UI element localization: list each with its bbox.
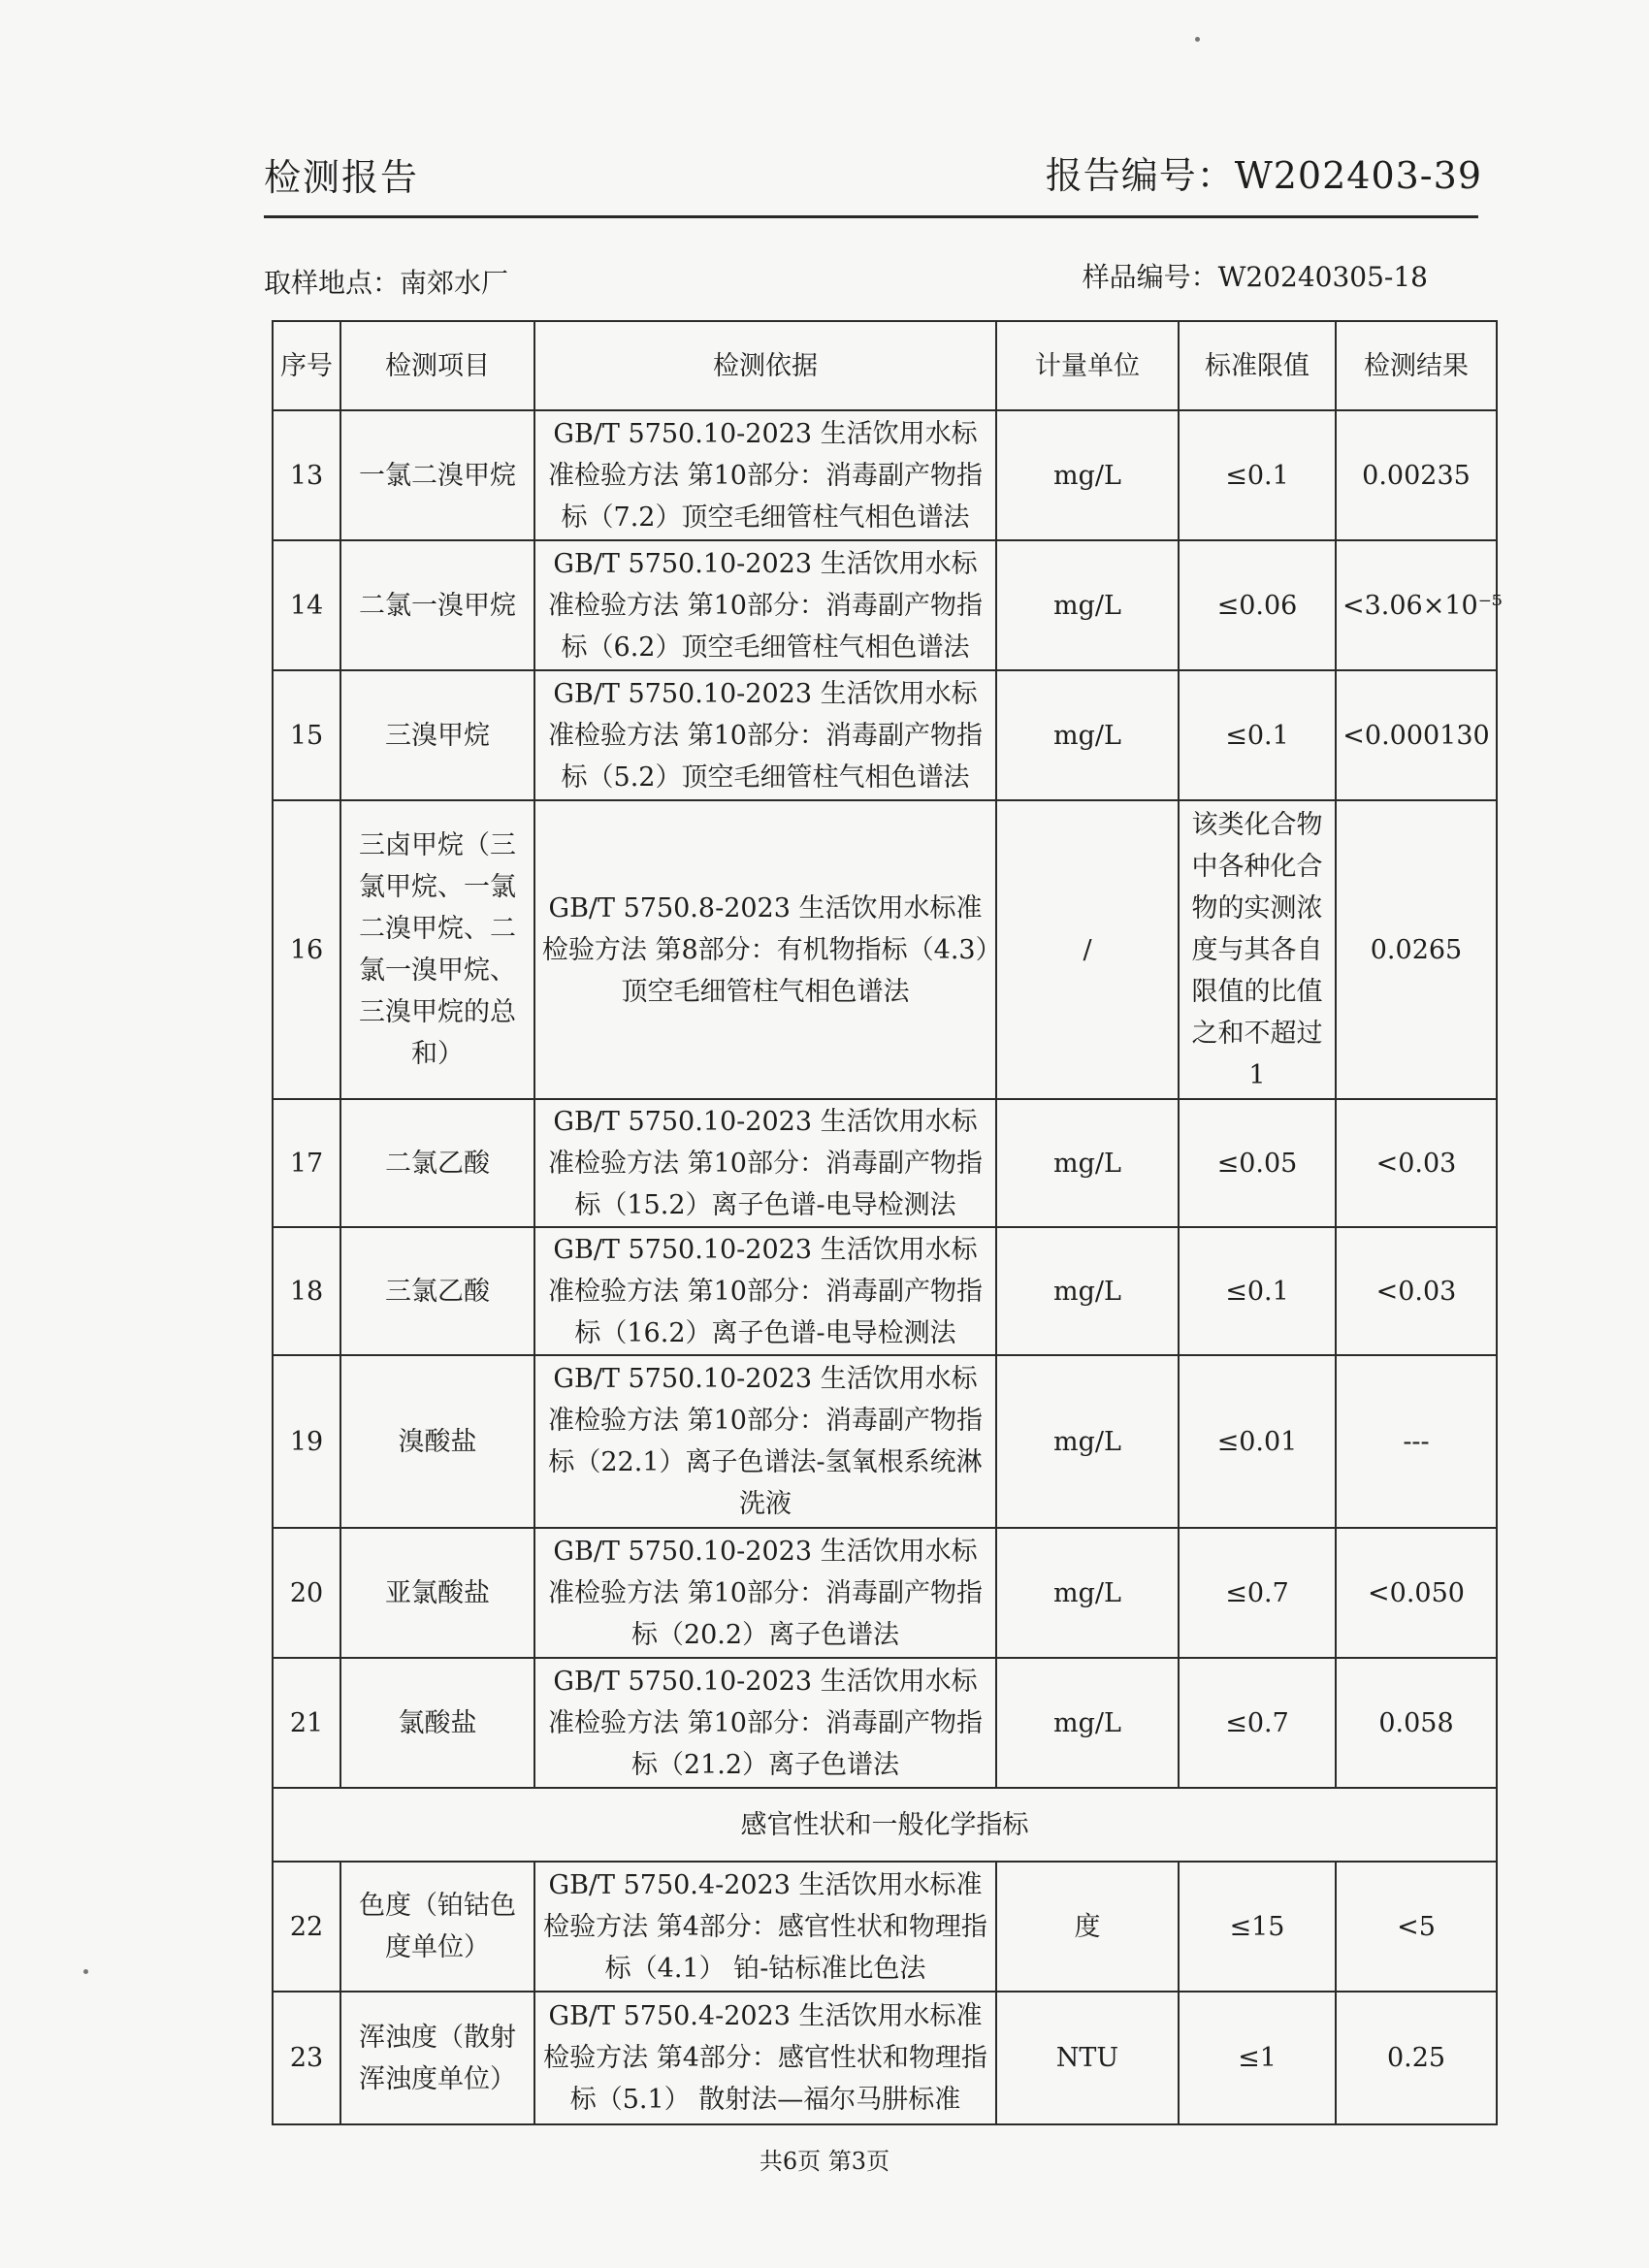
col-header-limit: 标准限值 xyxy=(1179,321,1336,410)
row-unit: / xyxy=(996,800,1179,1099)
row-unit: mg/L xyxy=(996,410,1179,540)
row-result: <0.050 xyxy=(1336,1528,1497,1658)
row-number: 17 xyxy=(273,1099,340,1227)
row-method: GB/T 5750.10-2023 生活饮用水标准检验方法 第10部分：消毒副产物指标（22.1）离子色谱法-氢氧根系统淋洗液 xyxy=(534,1355,996,1528)
row-item: 一氯二溴甲烷 xyxy=(340,410,534,540)
row-method: GB/T 5750.10-2023 生活饮用水标准检验方法 第10部分：消毒副产物指标（20.2）离子色谱法 xyxy=(534,1528,996,1658)
row-item: 浑浊度（散射浑浊度单位） xyxy=(340,1992,534,2124)
table-row xyxy=(273,1099,1497,1227)
table-row xyxy=(273,1355,1497,1528)
table-row xyxy=(273,540,1497,670)
row-result: 0.0265 xyxy=(1336,800,1497,1099)
sampling-location: 取样地点：南郊水厂 xyxy=(264,267,509,299)
results-table xyxy=(272,320,1503,2125)
row-method: GB/T 5750.8-2023 生活饮用水标准检验方法 第8部分：有机物指标（4.3）顶空毛细管柱气相色谱法 xyxy=(534,800,996,1099)
row-result: <0.03 xyxy=(1336,1099,1497,1227)
row-item: 三氯乙酸 xyxy=(340,1227,534,1355)
row-unit: mg/L xyxy=(996,1355,1179,1528)
table-row xyxy=(273,1528,1497,1658)
table-row xyxy=(273,1227,1497,1355)
table-body-sensory xyxy=(273,1862,1497,2124)
row-unit: mg/L xyxy=(996,540,1179,670)
sample-number: 样品编号：W20240305-18 xyxy=(1082,261,1428,293)
row-number: 18 xyxy=(273,1227,340,1355)
row-item: 溴酸盐 xyxy=(340,1355,534,1528)
doc-title: 检测报告 xyxy=(264,156,420,199)
row-limit: 该类化合物中各种化合物的实测浓度与其各自限值的比值之和不超过1 xyxy=(1179,800,1336,1099)
row-limit: ≤0.7 xyxy=(1179,1528,1336,1658)
row-number: 13 xyxy=(273,410,340,540)
section-row xyxy=(273,1788,1497,1862)
col-header-unit: 计量单位 xyxy=(996,321,1179,410)
col-header-method: 检测依据 xyxy=(534,321,996,410)
row-result: <0.03 xyxy=(1336,1227,1497,1355)
row-number: 14 xyxy=(273,540,340,670)
page-footer: 共6页 第3页 xyxy=(759,2148,890,2175)
row-method: GB/T 5750.4-2023 生活饮用水标准检验方法 第4部分：感官性状和物理指标（4.1） 铂-钴标准比色法 xyxy=(534,1862,996,1992)
row-number: 23 xyxy=(273,1992,340,2124)
row-result: 0.00235 xyxy=(1336,410,1497,540)
scan-speck xyxy=(1195,37,1200,42)
row-number: 20 xyxy=(273,1528,340,1658)
col-header-no: 序号 xyxy=(273,321,340,410)
table-row xyxy=(273,410,1497,540)
row-limit: ≤0.05 xyxy=(1179,1099,1336,1227)
row-unit: mg/L xyxy=(996,1227,1179,1355)
section-label: 感官性状和一般化学指标 xyxy=(273,1788,1497,1862)
row-limit: ≤0.1 xyxy=(1179,670,1336,800)
row-unit: 度 xyxy=(996,1862,1179,1992)
row-result: 0.058 xyxy=(1336,1658,1497,1788)
row-unit: mg/L xyxy=(996,1528,1179,1658)
row-number: 22 xyxy=(273,1862,340,1992)
row-result: --- xyxy=(1336,1355,1497,1528)
row-method: GB/T 5750.10-2023 生活饮用水标准检验方法 第10部分：消毒副产物指标（5.2）顶空毛细管柱气相色谱法 xyxy=(534,670,996,800)
row-item: 二氯一溴甲烷 xyxy=(340,540,534,670)
table-section xyxy=(273,1788,1497,1862)
row-result: <5 xyxy=(1336,1862,1497,1992)
row-number: 16 xyxy=(273,800,340,1099)
row-result: <0.000130 xyxy=(1336,670,1497,800)
table-row xyxy=(273,1658,1497,1788)
row-item: 亚氯酸盐 xyxy=(340,1528,534,1658)
row-method: GB/T 5750.10-2023 生活饮用水标准检验方法 第10部分：消毒副产物指标（6.2）顶空毛细管柱气相色谱法 xyxy=(534,540,996,670)
row-unit: mg/L xyxy=(996,1658,1179,1788)
row-limit: ≤0.1 xyxy=(1179,1227,1336,1355)
table-body-disinfection xyxy=(273,410,1503,1788)
row-limit: ≤0.06 xyxy=(1179,540,1336,670)
row-item: 氯酸盐 xyxy=(340,1658,534,1788)
table-header-row xyxy=(273,321,1497,410)
row-item: 三卤甲烷（三氯甲烷、一氯二溴甲烷、二氯一溴甲烷、三溴甲烷的总和） xyxy=(340,800,534,1099)
row-method: GB/T 5750.10-2023 生活饮用水标准检验方法 第10部分：消毒副产物指标（21.2）离子色谱法 xyxy=(534,1658,996,1788)
header-divider xyxy=(264,215,1478,218)
row-result: <3.06×10⁻⁵ xyxy=(1336,540,1497,670)
row-item: 二氯乙酸 xyxy=(340,1099,534,1227)
row-item: 三溴甲烷 xyxy=(340,670,534,800)
row-limit: ≤0.7 xyxy=(1179,1658,1336,1788)
row-unit: NTU xyxy=(996,1992,1179,2124)
col-header-item: 检测项目 xyxy=(340,321,534,410)
col-header-result: 检测结果 xyxy=(1336,321,1497,410)
row-method: GB/T 5750.10-2023 生活饮用水标准检验方法 第10部分：消毒副产物指标（15.2）离子色谱-电导检测法 xyxy=(534,1099,996,1227)
table-row xyxy=(273,800,1497,1099)
row-unit: mg/L xyxy=(996,1099,1179,1227)
table-row xyxy=(273,1862,1497,1992)
row-number: 19 xyxy=(273,1355,340,1528)
scan-speck xyxy=(83,1969,88,1974)
row-unit: mg/L xyxy=(996,670,1179,800)
table-row xyxy=(273,670,1497,800)
row-number: 21 xyxy=(273,1658,340,1788)
row-method: GB/T 5750.10-2023 生活饮用水标准检验方法 第10部分：消毒副产物指标（16.2）离子色谱-电导检测法 xyxy=(534,1227,996,1355)
row-method: GB/T 5750.10-2023 生活饮用水标准检验方法 第10部分：消毒副产物指标（7.2）顶空毛细管柱气相色谱法 xyxy=(534,410,996,540)
row-limit: ≤0.01 xyxy=(1179,1355,1336,1528)
report-number: 报告编号：W202403-39 xyxy=(1045,154,1482,197)
row-method: GB/T 5750.4-2023 生活饮用水标准检验方法 第4部分：感官性状和物理指标（5.1） 散射法—福尔马肼标准 xyxy=(534,1992,996,2124)
table-row xyxy=(273,1992,1497,2124)
row-limit: ≤1 xyxy=(1179,1992,1336,2124)
row-result: 0.25 xyxy=(1336,1992,1497,2124)
row-limit: ≤15 xyxy=(1179,1862,1336,1992)
row-item: 色度（铂钴色度单位） xyxy=(340,1862,534,1992)
row-number: 15 xyxy=(273,670,340,800)
row-limit: ≤0.1 xyxy=(1179,410,1336,540)
